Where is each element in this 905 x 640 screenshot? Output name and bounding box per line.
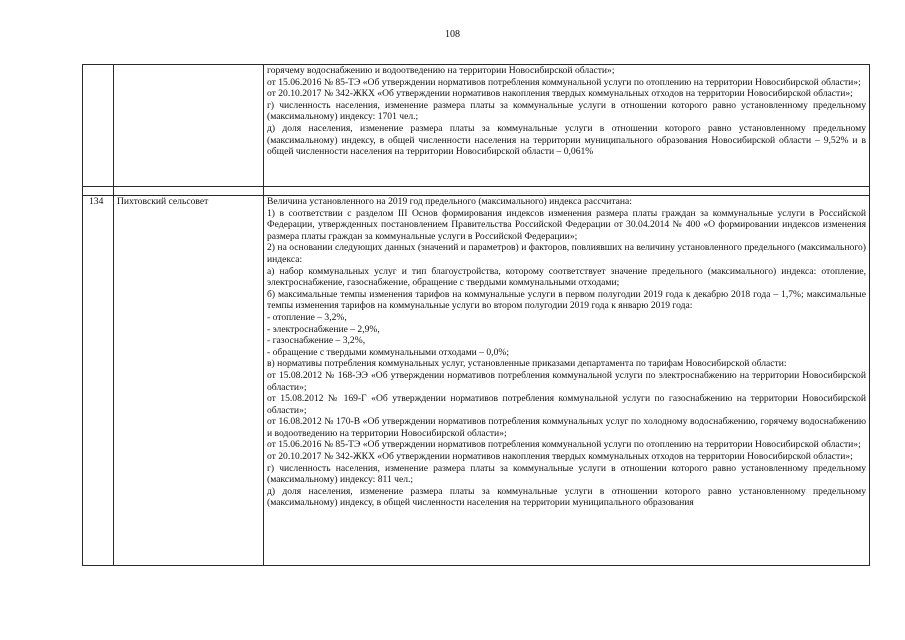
paragraph: горячему водоснабжению и водоотведению на территории Новосибирской области»;: [267, 65, 615, 76]
document-table: [82, 64, 870, 566]
paragraph: г) численность населения, изменение размера платы за коммунальные услуги в отношении которого равно установленному предельному (максимальному) индексу: 811 чел.;: [267, 462, 866, 486]
paragraph: - отопление – 3,2%,: [267, 311, 347, 323]
paragraph: - обращение с твердыми коммунальными отходами – 0,0%;: [267, 346, 510, 358]
paragraph: 1) в соответствии с разделом III Основ формирования индексов изменения размера платы граждан за коммунальные услуги в Российской Федерации, утвержденных постановлением Правительства Российской Федерации от 30.04.2014 № 400 «О формировании индексов изменения размера платы граждан за коммунальные услуги в Российской Федерации»;: [267, 207, 866, 242]
paragraph: а) набор коммунальных услуг и тип благоустройства, которому соответствует значение предельного (максимального) индекса: отопление, электроснабжение, газоснабжение, обращение с твердыми коммунальными отходами;: [267, 265, 866, 289]
paragraph: от 15.08.2012 № 169-Г «Об утверждении нормативов потребления коммунальной услуги по газоснабжению на территории Новосибирской области»;: [267, 393, 866, 416]
paragraph: в) нормативы потребления коммунальных услуг, установленные приказами департамента по тарифам Новосибирской области:: [267, 358, 787, 370]
paragraph: д) доля населения, изменение размера платы за коммунальные услуги в отношении которого равно установленному предельному (максимальному) индексу, в общей численности населения на территории муниципального образования: [267, 485, 866, 509]
table-row: [83, 65, 870, 187]
paragraph: от 20.10.2017 № 342-ЖКХ «Об утверждении нормативов накопления твердых коммунальных отходов на территории Новосибирской области»;: [267, 451, 853, 463]
table-row: [83, 196, 870, 566]
paragraph: от 20.10.2017 № 342-ЖКХ «Об утверждении нормативов накопления твердых коммунальных отходов на территории Новосибирской области»;: [267, 88, 853, 100]
paragraph: от 15.08.2012 № 168-ЭЭ «Об утверждении нормативов потребления коммунальной услуги по электроснабжению на территории Новосибирской области»;: [267, 369, 866, 393]
paragraph: Величина установленного на 2019 год предельного (максимального) индекса рассчитана:: [267, 196, 632, 207]
page-number: 108: [445, 29, 460, 40]
row-number: [83, 65, 114, 187]
paragraph: от 16.08.2012 № 170-В «Об утверждении нормативов потребления коммунальных услуг по холодному водоснабжению, горячему водоснабжению и водоотведению на территории Новосибирской области»;: [267, 416, 866, 439]
paragraph: от 15.06.2016 № 85-ТЭ «Об утверждении нормативов потребления коммунальной услуги по отоплению на территории Новосибирской области»;: [267, 76, 861, 88]
row-description: [264, 196, 870, 566]
row-description: [264, 65, 870, 187]
paragraph: 2) на основании следующих данных (значений и параметров) и факторов, повлиявших на величину установленного предельного (максимального) индекса:: [267, 242, 866, 265]
paragraph: д) доля населения, изменение размера платы за коммунальные услуги в отношении которого равно установленному предельному (максимальному) индексу, в общей численности населения на территории муниципального образования Новосибирской области – 9,52% и в общей численности населения на территории Новосибирской области – 0,061%: [267, 122, 866, 158]
table-row-spacer: [83, 187, 870, 196]
paragraph: - электроснабжение – 2,9%,: [267, 323, 380, 335]
paragraph: б) максимальные темпы изменения тарифов на коммунальные услуги в первом полугодии 2019 года к декабрю 2018 года – 1,7%; максимальные темпы изменения тарифов на коммунальные услуги во втором полугодии 2019 года к январю 2019 года:: [267, 288, 866, 312]
paragraph: - газоснабжение – 3,2%,: [267, 335, 366, 347]
paragraph: г) численность населения, изменение размера платы за коммунальные услуги в отношении которого равно установленному предельному (максимальному) индексу: 1701 чел.;: [267, 99, 866, 123]
municipality-name: Пихтовский сельсовет: [114, 196, 264, 566]
municipality-name: [114, 65, 264, 187]
row-number: 134: [83, 196, 114, 566]
paragraph: от 15.06.2016 № 85-ТЭ «Об утверждении нормативов потребления коммунальной услуги по отоплению на территории Новосибирской области»;: [267, 439, 861, 451]
